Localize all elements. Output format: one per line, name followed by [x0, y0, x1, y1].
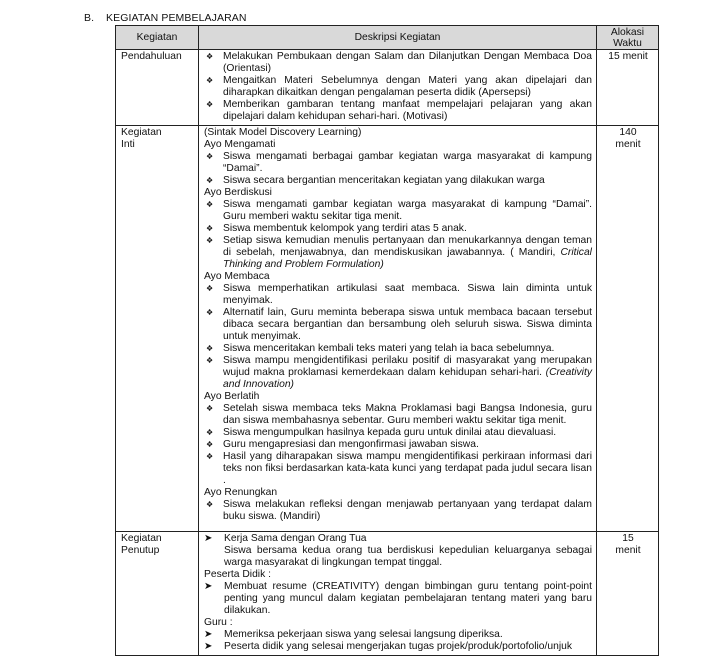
header-kegiatan: Kegiatan — [116, 26, 199, 50]
list-item — [204, 427, 592, 439]
penutup-name-line1: Kegiatan — [121, 533, 162, 544]
cell-penutup-name — [116, 532, 199, 656]
list-item — [204, 99, 592, 123]
guru-label: Guru : — [204, 617, 233, 628]
list-item — [204, 629, 592, 641]
diamond-bullet-icon: ❖ — [206, 52, 214, 61]
item-tag: (Mandiri) — [279, 511, 321, 522]
kerja-sama-title: Kerja Sama dengan Orang Tua — [224, 533, 367, 544]
list-item — [204, 355, 592, 391]
header-alokasi: Alokasi Waktu — [597, 26, 659, 50]
diamond-bullet-icon: ❖ — [206, 200, 214, 209]
cell-inti-time — [597, 126, 659, 532]
diamond-bullet-icon: ❖ — [206, 308, 214, 317]
item-tag: (Orientasi) — [223, 63, 272, 74]
arrow-bullet-icon: ➤ — [204, 533, 213, 544]
diamond-bullet-icon: ❖ — [206, 452, 214, 461]
row-pendahuluan — [116, 50, 659, 126]
heading-berlatih: Ayo Berlatih — [204, 391, 260, 402]
penutup-time-unit: menit — [615, 545, 641, 556]
item-text: Hasil yang diharapakan siswa mampu mengidentifikasi perkiraan informasi dari teks non fiksi berdasarkan kata-kata kunci yang terdapat pada judul secara lisan . — [223, 451, 592, 486]
heading-renungkan: Ayo Renungkan — [204, 487, 278, 498]
penutup-name-line2: Penutup — [121, 545, 160, 556]
diamond-bullet-icon: ❖ — [206, 76, 214, 85]
list-item — [204, 223, 592, 235]
item-text: Setelah siswa membaca teks — [223, 403, 362, 414]
item-text: Siswa membentuk kelompok yang terdiri atas 5 anak. — [223, 223, 467, 234]
item-text: Membuat resume ( — [224, 581, 316, 592]
item-text: Setiap siswa kemudian menulis pertanyaan dan menukarkannya dengan teman di sebelah, menjawabnya, dan mendiskusikan jawabannya. — [223, 235, 592, 258]
item-text: Memberikan gambaran tentang manfaat mempelajari pelajaran yang akan dipelajari dalam kehidupan sehari-hari. — [223, 99, 592, 122]
item-tag: (Motivasi) — [402, 111, 448, 122]
arrow-bullet-icon: ➤ — [204, 581, 213, 592]
item-text: Melakukan Pembukaan dengan Salam dan Dilanjutkan Dengan Membaca Doa — [223, 51, 592, 62]
list-item — [204, 151, 592, 175]
item-tag: (Apersepsi) — [478, 87, 531, 98]
diamond-bullet-icon: ❖ — [206, 344, 214, 353]
list-item — [204, 343, 592, 355]
arrow-bullet-icon: ➤ — [204, 629, 213, 640]
heading-mengamati: Ayo Mengamati — [204, 139, 276, 150]
list-item — [204, 75, 592, 99]
diamond-bullet-icon: ❖ — [206, 152, 214, 161]
item-tag: CREATIVITY — [315, 581, 376, 592]
item-text: Siswa mengamati berbagai gambar kegiatan warga masyarakat di kampung “Damai”. — [223, 151, 592, 174]
list-item — [204, 439, 592, 451]
inti-time-unit: menit — [615, 139, 641, 150]
diamond-bullet-icon: ❖ — [206, 284, 214, 293]
section-title: KEGIATAN PEMBELAJARAN — [106, 12, 247, 24]
list-item — [204, 641, 592, 653]
table-header-row — [116, 26, 659, 50]
cell-inti-desc — [199, 126, 597, 532]
list-item — [204, 499, 592, 523]
cell-inti-name — [116, 126, 199, 532]
inti-name-line2: Inti — [121, 139, 135, 150]
item-text: Siswa mengumpulkan hasilnya kepada guru untuk dinilai atau dievaluasi. — [223, 427, 557, 438]
list-item — [204, 533, 592, 569]
diamond-bullet-icon: ❖ — [206, 440, 214, 449]
arrow-bullet-icon: ➤ — [204, 641, 213, 652]
item-text: Siswa secara bergantian menceritakan kegiatan yang dilakukan warga — [223, 175, 545, 186]
item-text: Memeriksa pekerjaan siswa yang selesai langsung diperiksa. — [224, 629, 503, 640]
cell-pendahuluan-desc — [199, 50, 597, 126]
item-text: Siswa mampu mengidentifikasi perilaku positif di masyarakat yang merupakan wujud makna proklamasi kemerdekaan dalam kehidupan sehari-hari. — [223, 355, 592, 378]
diamond-bullet-icon: ❖ — [206, 356, 214, 365]
item-text: Mengaitkan Materi Sebelumnya dengan Materi yang akan dipelajari dan diharapkan dikaitkan dengan pengalaman peserta didik — [223, 75, 592, 98]
diamond-bullet-icon: ❖ — [206, 236, 214, 245]
list-item — [204, 199, 592, 223]
header-deskripsi: Deskripsi Kegiatan — [199, 26, 597, 50]
list-item — [204, 581, 592, 617]
inti-name-line1: Kegiatan — [121, 127, 162, 138]
item-tag: ( Mandiri, — [510, 247, 556, 258]
section-heading — [84, 12, 247, 24]
inti-time-value: 140 — [619, 127, 637, 138]
cell-pendahuluan-time: 15 menit — [597, 50, 659, 126]
list-item — [204, 451, 592, 487]
diamond-bullet-icon: ❖ — [206, 428, 214, 437]
item-text: Siswa menceritakan kembali teks materi yang telah ia baca sebelumnya. — [223, 343, 555, 354]
item-emphasis: Critical Thinking and Problem Formulation) — [223, 247, 592, 270]
list-item — [204, 235, 592, 271]
item-text: Alternatif lain, Guru meminta beberapa siswa untuk membaca bacaan tersebut dibaca secara bergantian dan bersambung oleh seluruh siswa. Siswa diminta untuk menyimak. — [223, 307, 592, 342]
item-text: Siswa memperhatikan artikulasi saat membaca. Siswa lain diminta untuk menyimak. — [223, 283, 592, 306]
heading-membaca: Ayo Membaca — [204, 271, 270, 282]
section-number: B. — [84, 12, 95, 24]
item-text-rest: , guru dan siswa membahasnya sebentar. Guru memberi waktu sekitar tiga menit. — [223, 403, 592, 426]
heading-berdiskusi: Ayo Berdiskusi — [204, 187, 272, 198]
cell-pendahuluan-name: Pendahuluan — [116, 50, 199, 126]
item-text-rest: ) dengan bimbingan guru tentang point-point penting yang muncul dalam kegiatan pembelajaran tentang materi yang baru dilakukan. — [224, 581, 592, 616]
item-text: Siswa bersama kedua orang tua berdiskusi kepedulian keluarganya sebagai warga masyarakat di lingkungan tempat tinggal. — [224, 545, 592, 568]
item-text: Siswa melakukan refleksi dengan menjawab pertanyaan yang terdapat dalam buku siswa. — [223, 499, 592, 522]
activity-table — [115, 25, 659, 656]
cell-penutup-time — [597, 532, 659, 656]
list-item — [204, 403, 592, 427]
diamond-bullet-icon: ❖ — [206, 224, 214, 233]
item-text: Guru mengapresiasi dan mengonfirmasi jawaban siswa. — [223, 439, 479, 450]
row-inti — [116, 126, 659, 532]
diamond-bullet-icon: ❖ — [206, 500, 214, 509]
peserta-label: Peserta Didik : — [204, 569, 271, 580]
row-penutup — [116, 532, 659, 656]
list-item — [204, 283, 592, 307]
list-item — [204, 307, 592, 343]
item-emphasis: (Creativity and Innovation) — [223, 367, 592, 390]
cell-penutup-desc — [199, 532, 597, 656]
list-item — [204, 175, 592, 187]
item-text: Peserta didik yang selesai mengerjakan tugas projek/produk/portofolio/unjuk — [224, 641, 573, 652]
diamond-bullet-icon: ❖ — [206, 176, 214, 185]
diamond-bullet-icon: ❖ — [206, 100, 214, 109]
inti-intro: (Sintak Model Discovery Learning) — [204, 127, 362, 138]
diamond-bullet-icon: ❖ — [206, 404, 214, 413]
penutup-time-value: 15 — [622, 533, 634, 544]
item-title-ref: Makna Proklamasi bagi Bangsa Indonesia — [365, 403, 565, 414]
list-item — [204, 51, 592, 75]
item-text: Siswa mengamati gambar kegiatan warga masyarakat di kampung “Damai”. Guru memberi waktu sekitar tiga menit. — [223, 199, 592, 222]
